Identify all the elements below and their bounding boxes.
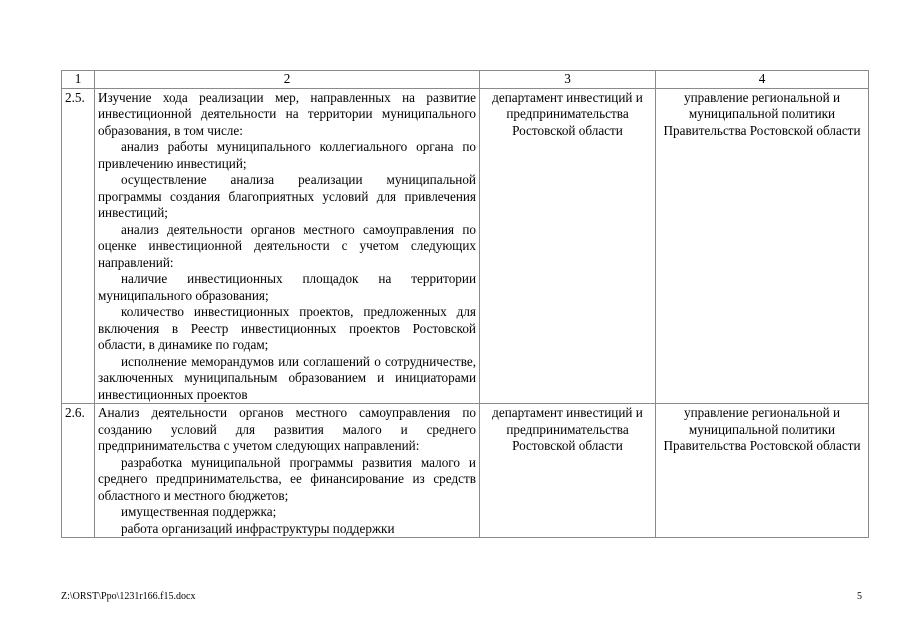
measure-paragraph: работа организаций инфраструктуры поддержки xyxy=(121,520,395,536)
measure-paragraph: исполнение меморандумов или соглашений о сотрудничестве, заключенных муниципальным образованием и инициаторами инвестиционных проектов xyxy=(98,353,476,402)
measure-paragraph: имущественная поддержка; xyxy=(121,504,277,519)
coexecutor-cell: управление региональной и муниципальной политики Правительства Ростовской области xyxy=(656,88,869,404)
executor-cell: департамент инвестиций и предпринимательства Ростовской области xyxy=(480,404,656,538)
table-header-row xyxy=(62,71,869,89)
measure-paragraph: Анализ деятельности органов местного самоуправления по созданию условий для развития малого и среднего предпринимательства с учетом следующих направлений: xyxy=(98,405,476,453)
header-col-4: 4 xyxy=(656,71,869,89)
measure-paragraph: разработка муниципальной программы развития малого и среднего предпринимательства, ее финансирование из средств областного и местного бюджетов; xyxy=(98,454,476,503)
table-row xyxy=(62,404,869,538)
row-number: 2.5. xyxy=(62,88,95,404)
table-row xyxy=(62,88,869,404)
measure-paragraph: анализ работы муниципального коллегиального органа по привлечению инвестиций; xyxy=(98,139,476,171)
measure-paragraph: Изучение хода реализации мер, направленных на развитие инвестиционной деятельности на территории муниципального образования, в том числе: xyxy=(98,89,476,138)
row-number: 2.6. xyxy=(62,404,95,538)
measure-paragraph: осуществление анализа реализации муниципальной программы создания благоприятных условий для привлечения инвестиций; xyxy=(98,172,476,220)
measure-description xyxy=(95,404,480,538)
footer-file-path: Z:\ORST\Ppo\1231r166.f15.docx xyxy=(61,591,196,602)
measure-paragraph: наличие инвестиционных площадок на территории муниципального образования; xyxy=(98,271,476,303)
measure-paragraph: анализ деятельности органов местного самоуправления по оценке инвестиционной деятельности с учетом следующих направлений: xyxy=(98,221,476,270)
measure-paragraph: количество инвестиционных проектов, предложенных для включения в Реестр инвестиционных проектов Ростовской области, в динамике по годам; xyxy=(98,304,476,352)
page-number: 5 xyxy=(857,591,862,602)
header-col-3: 3 xyxy=(480,71,656,89)
header-col-1: 1 xyxy=(62,71,95,89)
measure-description xyxy=(95,88,480,404)
header-col-2: 2 xyxy=(95,71,480,89)
executor-cell: департамент инвестиций и предпринимательства Ростовской области xyxy=(480,88,656,404)
coexecutor-cell: управление региональной и муниципальной политики Правительства Ростовской области xyxy=(656,404,869,538)
plan-table xyxy=(61,70,869,538)
